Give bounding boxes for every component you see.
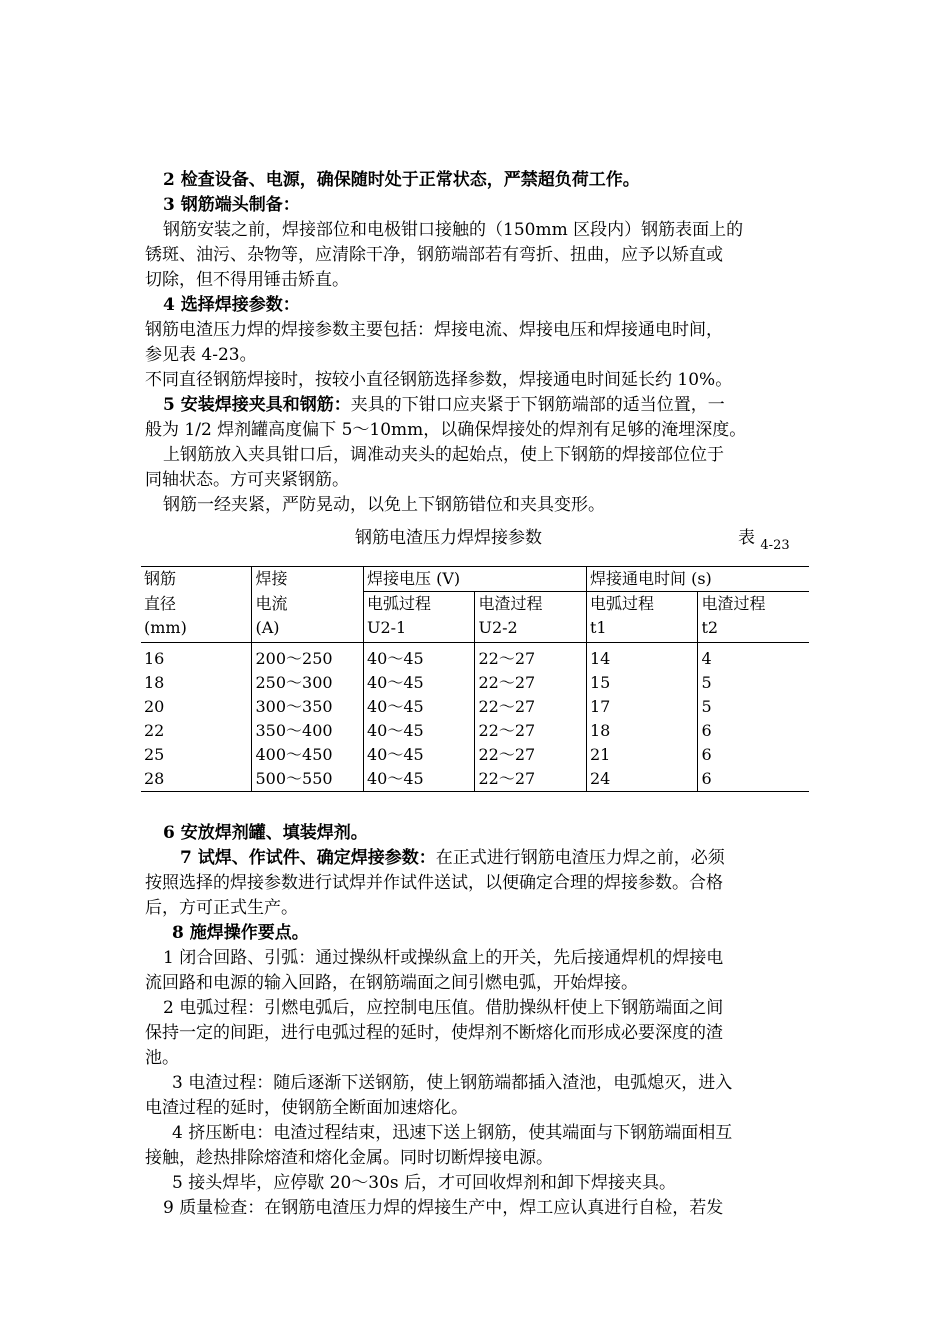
header-current-2: 电流 xyxy=(252,592,364,617)
header-code-u22: U2-2 xyxy=(475,616,587,643)
table-header-row xyxy=(141,592,809,617)
cell-diameter: 25 xyxy=(144,744,165,764)
cell-diameter: 28 xyxy=(141,767,252,792)
header-arc-voltage: 电弧过程 xyxy=(363,592,475,617)
cell-arc-voltage: 40～45 xyxy=(363,719,475,743)
cell-arc-voltage: 40～45 xyxy=(363,767,475,792)
body-line: 般为 1/2 焊剂罐高度偏下 5～10mm，以确保焊接处的焊剂有足够的淹埋深度。 xyxy=(145,420,747,440)
cell-arc-voltage: 40～45 xyxy=(363,671,475,695)
header-code-u21: U2-1 xyxy=(363,616,475,643)
header-current-1: 焊接 xyxy=(252,567,364,592)
cell-arc-voltage: 40～45 xyxy=(363,695,475,719)
cell-slag-voltage: 22～27 xyxy=(475,743,587,767)
cell-arc-time: 24 xyxy=(586,767,698,792)
body-line: 同轴状态。方可夹紧钢筋。 xyxy=(145,470,349,490)
body-line: 按照选择的焊接参数进行试焊并作试件送试，以便确定合理的焊接参数。合格 xyxy=(145,873,723,893)
section-5-heading: 5 安装焊接夹具和钢筋： xyxy=(163,395,351,415)
body-text: 在正式进行钢筋电渣压力焊之前，必须 xyxy=(435,848,725,868)
body-line: 3 电渣过程：随后逐渐下送钢筋，使上钢筋端都插入渣池，电弧熄灭，进入 xyxy=(172,1073,733,1093)
body-line: 9 质量检查：在钢筋电渣压力焊的焊接生产中，焊工应认真进行自检，若发 xyxy=(163,1198,724,1218)
cell-slag-voltage: 22～27 xyxy=(475,671,587,695)
cell-current: 300～350 xyxy=(252,695,364,719)
table-row xyxy=(141,671,809,695)
cell-arc-time: 14 xyxy=(586,647,698,671)
section-7-line xyxy=(180,846,845,870)
cell-slag-time: 6 xyxy=(698,767,809,792)
table-row xyxy=(141,767,809,792)
header-slag-voltage: 电渣过程 xyxy=(475,592,587,617)
header-current-unit: (A) xyxy=(252,616,364,643)
cell-diameter: 16 xyxy=(144,648,165,668)
table-number-prefix: 表 xyxy=(738,528,755,548)
section-8-heading: 8 施焊操作要点。 xyxy=(172,923,309,943)
header-diameter-unit: (mm) xyxy=(141,616,252,643)
body-line: 电渣过程的延时，使钢筋全断面加速熔化。 xyxy=(145,1098,468,1118)
cell-slag-time: 6 xyxy=(698,743,809,767)
cell-arc-time: 15 xyxy=(586,671,698,695)
cell-slag-time: 6 xyxy=(698,719,809,743)
cell-slag-voltage: 22～27 xyxy=(475,647,587,671)
table-caption: 钢筋电渣压力焊焊接参数 xyxy=(355,528,542,548)
table-row xyxy=(141,743,809,767)
table-number xyxy=(738,526,790,558)
cell-slag-time: 5 xyxy=(698,671,809,695)
cell-slag-time: 4 xyxy=(698,647,809,671)
header-code-t2: t2 xyxy=(698,616,809,643)
body-line: 后，方可正式生产。 xyxy=(145,898,298,918)
header-arc-time: 电弧过程 xyxy=(586,592,698,617)
section-2-heading: 2 检查设备、电源，确保随时处于正常状态，严禁超负荷工作。 xyxy=(163,170,640,190)
cell-current: 200～250 xyxy=(252,647,364,671)
body-line: 上钢筋放入夹具钳口后，调准动夹头的起始点，使上下钢筋的焊接部位位于 xyxy=(163,445,724,465)
body-line: 钢筋安装之前，焊接部位和电极钳口接触的（150mm 区段内）钢筋表面上的 xyxy=(163,220,744,240)
body-line: 保持一定的间距，进行电弧过程的延时，使焊剂不断熔化而形成必要深度的渣 xyxy=(145,1023,723,1043)
section-6-heading: 6 安放焊剂罐、填装焊剂。 xyxy=(163,823,368,843)
body-line: 钢筋电渣压力焊的焊接参数主要包括：焊接电流、焊接电压和焊接通电时间， xyxy=(145,320,723,340)
body-text: 夹具的下钳口应夹紧于下钢筋端部的适当位置，一 xyxy=(350,395,725,415)
cell-arc-time: 21 xyxy=(586,743,698,767)
cell-current: 250～300 xyxy=(252,671,364,695)
cell-slag-voltage: 22～27 xyxy=(475,719,587,743)
cell-arc-time: 17 xyxy=(586,695,698,719)
cell-current: 350～400 xyxy=(252,719,364,743)
cell-slag-time: 5 xyxy=(698,695,809,719)
body-line: 切除，但不得用锤击矫直。 xyxy=(145,270,349,290)
section-5-line xyxy=(163,393,828,417)
cell-current: 400～450 xyxy=(252,743,364,767)
cell-diameter: 20 xyxy=(144,696,165,716)
header-time-group: 焊接通电时间 (s) xyxy=(586,567,809,592)
cell-current: 500～550 xyxy=(252,767,364,792)
cell-arc-voltage: 40～45 xyxy=(363,743,475,767)
table-row xyxy=(141,719,809,743)
cell-diameter: 18 xyxy=(144,672,165,692)
header-code-t1: t1 xyxy=(586,616,698,643)
table-header-row xyxy=(141,567,809,592)
table-row xyxy=(141,647,809,671)
table-number-value: 4-23 xyxy=(760,538,790,553)
table-header-row xyxy=(141,616,809,643)
section-3-heading: 3 钢筋端头制备： xyxy=(163,195,300,215)
section-7-heading: 7 试焊、作试件、确定焊接参数： xyxy=(180,848,436,868)
body-line: 接触，趁热排除熔渣和熔化金属。同时切断焊接电源。 xyxy=(145,1148,553,1168)
body-line: 4 挤压断电：电渣过程结束，迅速下送上钢筋，使其端面与下钢筋端面相互 xyxy=(172,1123,733,1143)
welding-parameters-table xyxy=(141,566,809,792)
header-diameter-2: 直径 xyxy=(144,593,177,613)
cell-arc-voltage: 40～45 xyxy=(363,647,475,671)
body-line: 钢筋一经夹紧，严防晃动，以免上下钢筋错位和夹具变形。 xyxy=(163,495,605,515)
table-row xyxy=(141,695,809,719)
header-diameter-1: 钢筋 xyxy=(141,567,252,592)
body-line: 2 电弧过程：引燃电弧后，应控制电压值。借肋操纵杆使上下钢筋端面之间 xyxy=(163,998,724,1018)
header-voltage-group: 焊接电压 (V) xyxy=(363,567,586,592)
section-4-heading: 4 选择焊接参数： xyxy=(163,295,300,315)
cell-arc-time: 18 xyxy=(586,719,698,743)
header-slag-time: 电渣过程 xyxy=(698,592,809,617)
cell-slag-voltage: 22～27 xyxy=(475,695,587,719)
body-line: 不同直径钢筋焊接时，按较小直径钢筋选择参数，焊接通电时间延长约 10%。 xyxy=(145,370,733,390)
cell-diameter: 22 xyxy=(144,720,165,740)
body-line: 流回路和电源的输入回路，在钢筋端面之间引燃电弧，开始焊接。 xyxy=(145,973,638,993)
body-line: 5 接头焊毕，应停歇 20～30s 后，才可回收焊剂和卸下焊接夹具。 xyxy=(172,1173,677,1193)
body-line: 池。 xyxy=(145,1048,179,1068)
body-line: 锈斑、油污、杂物等，应清除干净，钢筋端部若有弯折、扭曲，应予以矫直或 xyxy=(145,245,723,265)
body-line: 参见表 4-23。 xyxy=(145,345,257,365)
cell-slag-voltage: 22～27 xyxy=(475,767,587,792)
body-line: 1 闭合回路、引弧：通过操纵杆或操纵盒上的开关，先后接通焊机的焊接电 xyxy=(163,948,724,968)
